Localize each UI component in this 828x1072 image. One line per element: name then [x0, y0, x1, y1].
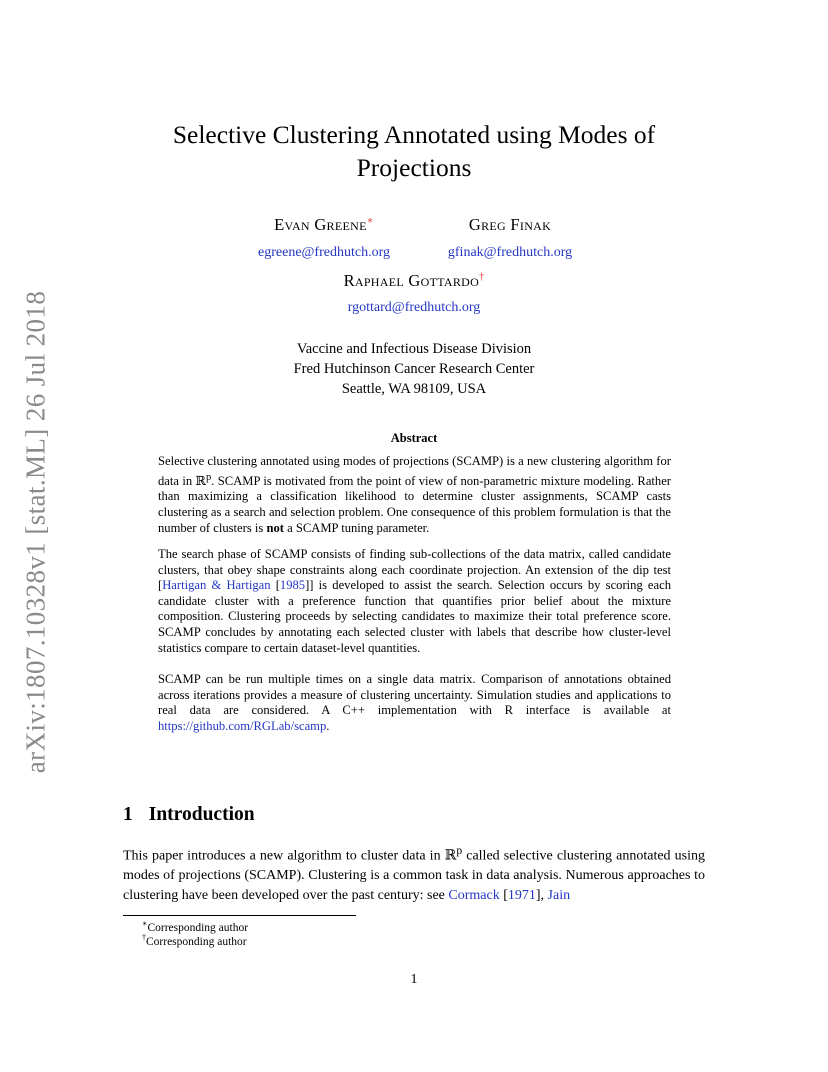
github-repo-link[interactable]: https://github.com/RGLab/scamp: [158, 718, 327, 733]
paper-title: [120, 118, 708, 184]
abstract-heading: Abstract: [390, 431, 438, 445]
author-1-footnote-mark[interactable]: ∗: [366, 215, 374, 227]
author-1-name: Evan Greene∗: [274, 215, 374, 234]
emphasis-not: not: [266, 520, 284, 535]
arxiv-identifier-stamp: arXiv:1807.10328v1 [stat.ML] 26 Jul 2018: [20, 290, 51, 774]
footnote-1: ∗Corresponding author: [142, 919, 249, 934]
author-2-email-link[interactable]: gfinak@fredhutch.org: [447, 245, 573, 260]
citation-hartigan-year-link[interactable]: 1985: [279, 578, 306, 593]
citation-jain-link[interactable]: Jain: [547, 887, 571, 903]
section-title: Introduction: [148, 804, 255, 825]
section-heading-introduction: [123, 804, 255, 826]
footnote-2: †Corresponding author: [142, 933, 247, 948]
introduction-paragraph: This paper introduces a new algorithm to cluster data in ℝ$^p$ called selective clustering annotated using modes of projections (SCAMP). Clustering is a common task in data analysis. Numerous approaches to clustering have been developed over the past century: see Cormack [1971], Jain: [123, 844, 705, 903]
footnote-rule: [123, 915, 356, 916]
affiliation-division: Vaccine and Infectious Disease Division: [296, 341, 532, 357]
affiliation: [214, 339, 614, 399]
page-number: 1: [410, 972, 418, 987]
citation-cormack-year-link[interactable]: 1971: [507, 887, 536, 903]
author-3-email-link[interactable]: rgottard@fredhutch.org: [347, 300, 481, 315]
abstract-paragraph-1: Selective clustering annotated using modes of projections (SCAMP) is a new clustering algorithm for data in ℝ$^p$. SCAMP is motivated from the point of view of non-parametric mixture modeling. Rather than maximizing a classification likelihood to determine cluster assignments, SCAMP casts clustering as a search and selection problem. One consequence of this problem formulation is that the number of clusters is not a SCAMP tuning parameter.: [158, 454, 671, 535]
section-number: 1: [123, 804, 133, 825]
author-1-email-link[interactable]: egreene@fredhutch.org: [258, 245, 390, 260]
author-3-name: Raphael Gottardo†: [343, 271, 485, 290]
abstract-paragraph-3: SCAMP can be run multiple times on a single data matrix. Comparison of annotations obtained across iterations provides a measure of clustering uncertainty. Simulation studies and applications to real data are considered. A C++ implementation with R interface is available at https://github.com/RGLab/scamp.: [158, 672, 671, 733]
author-3-footnote-mark[interactable]: †: [479, 271, 485, 283]
affiliation-address: Seattle, WA 98109, USA: [341, 381, 487, 397]
title-line-2: Projections: [356, 153, 472, 182]
abstract-paragraph-2: The search phase of SCAMP consists of finding sub-collections of the data matrix, called candidate clusters, that obey shape constraints along each coordinate projection. An extension of the dip test [Hartigan & Hartigan [1985]] is developed to assist the search. Selection occurs by scoring each candidate cluster with a preference function that quantifies prior belief about the mixture composition. Clustering proceeds by selecting candidates to maximize their total preference score. SCAMP concludes by annotating each selected cluster with labels that describe how cluster-level statistics compare to certain dataset-level quantities.: [158, 547, 671, 655]
author-2-name: Greg Finak: [468, 215, 552, 234]
citation-hartigan-link[interactable]: Hartigan & Hartigan: [162, 578, 271, 593]
title-line-1: Selective Clustering Annotated using Modes of: [172, 120, 656, 149]
citation-cormack-link[interactable]: Cormack: [448, 887, 500, 903]
affiliation-institution: Fred Hutchinson Cancer Research Center: [293, 361, 535, 377]
